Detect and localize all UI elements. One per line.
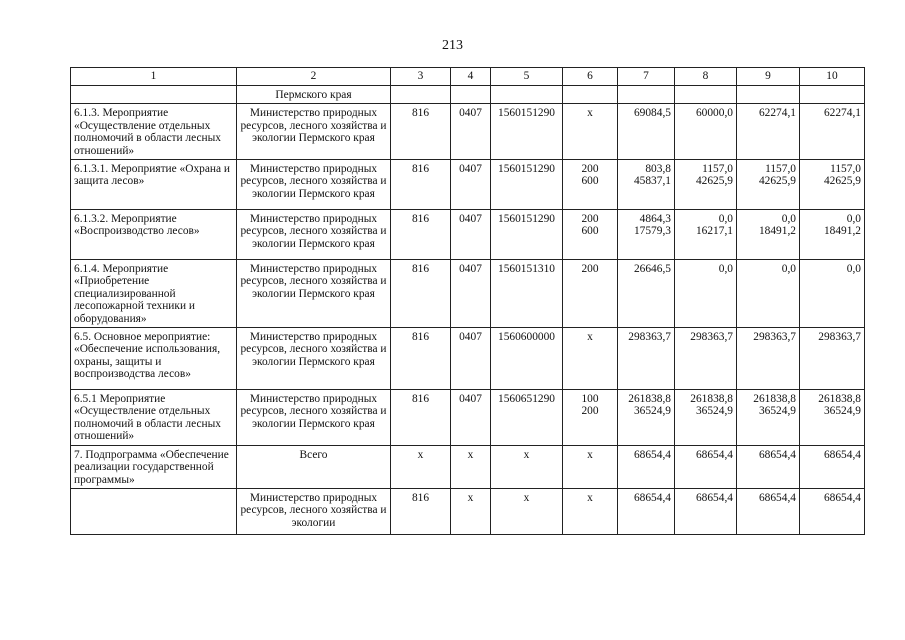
column-header: 9 [737, 68, 800, 86]
value-cell-c7: 26646,5 [618, 260, 675, 328]
column-header: 10 [800, 68, 865, 86]
executor-cell: Министерство природных ресурсов, лесного хозяйства и экологии Пермского края [237, 390, 391, 446]
value-cell-c4: 0407 [451, 260, 491, 328]
table-row [71, 445, 865, 488]
value-cell-c3: 816 [391, 210, 451, 260]
value-cell-c7: 68654,4 [618, 488, 675, 534]
value-cell-c5: х [491, 488, 563, 534]
value-cell-c3: 816 [391, 160, 451, 210]
value-cell-c6: 200 [563, 260, 618, 328]
value-cell-c3: х [391, 445, 451, 488]
value-cell-c9: 298363,7 [737, 328, 800, 390]
value-cell-c10: 68654,4 [800, 488, 865, 534]
table-row [71, 86, 865, 104]
executor-cell: Всего [237, 445, 391, 488]
value-cell-c6: х [563, 445, 618, 488]
value-cell-c4: 0407 [451, 210, 491, 260]
table-row [71, 488, 865, 534]
value-cell-c10 [800, 86, 865, 104]
measure-name-cell: 6.1.3.2. Мероприятие «Воспроизводство лесов» [71, 210, 237, 260]
value-cell-c6: х [563, 328, 618, 390]
value-cell-c4: 0407 [451, 104, 491, 160]
value-cell-c5: 1560151290 [491, 160, 563, 210]
value-cell-c8 [675, 86, 737, 104]
table-row [71, 260, 865, 328]
executor-cell: Министерство природных ресурсов, лесного хозяйства и экологии Пермского края [237, 328, 391, 390]
table-row [71, 104, 865, 160]
value-cell-c6: 200 600 [563, 160, 618, 210]
value-cell-c8: 68654,4 [675, 488, 737, 534]
header-row [71, 68, 865, 86]
measure-name-cell: 6.1.3. Мероприятие «Осуществление отдельных полномочий в области лесных отношений» [71, 104, 237, 160]
budget-table [70, 67, 865, 535]
executor-cell: Министерство природных ресурсов, лесного хозяйства и экологии [237, 488, 391, 534]
column-header: 1 [71, 68, 237, 86]
table-row [71, 390, 865, 446]
value-cell-c9: 62274,1 [737, 104, 800, 160]
column-header: 8 [675, 68, 737, 86]
executor-cell: Министерство природных ресурсов, лесного хозяйства и экологии Пермского края [237, 104, 391, 160]
value-cell-c7: 298363,7 [618, 328, 675, 390]
value-cell-c8: 0,0 [675, 260, 737, 328]
value-cell-c5: 1560151310 [491, 260, 563, 328]
value-cell-c3: 816 [391, 260, 451, 328]
value-cell-c4: 0407 [451, 160, 491, 210]
value-cell-c7: 803,8 45837,1 [618, 160, 675, 210]
value-cell-c8: 261838,8 36524,9 [675, 390, 737, 446]
page-number: 213 [442, 38, 463, 53]
value-cell-c7: 4864,3 17579,3 [618, 210, 675, 260]
value-cell-c6: х [563, 488, 618, 534]
value-cell-c6: 200 600 [563, 210, 618, 260]
value-cell-c9: 0,0 [737, 260, 800, 328]
value-cell-c9: 68654,4 [737, 488, 800, 534]
value-cell-c9: 0,0 18491,2 [737, 210, 800, 260]
value-cell-c5 [491, 86, 563, 104]
value-cell-c3 [391, 86, 451, 104]
value-cell-c6: 100 200 [563, 390, 618, 446]
value-cell-c8: 60000,0 [675, 104, 737, 160]
measure-name-cell: 7. Подпрограмма «Обеспечение реализации государственной программы» [71, 445, 237, 488]
value-cell-c8: 68654,4 [675, 445, 737, 488]
value-cell-c3: 816 [391, 488, 451, 534]
value-cell-c6: х [563, 104, 618, 160]
measure-name-cell [71, 86, 237, 104]
value-cell-c10: 62274,1 [800, 104, 865, 160]
measure-name-cell: 6.1.3.1. Мероприятие «Охрана и защита лесов» [71, 160, 237, 210]
value-cell-c5: 1560600000 [491, 328, 563, 390]
value-cell-c10: 1157,0 42625,9 [800, 160, 865, 210]
executor-cell: Министерство природных ресурсов, лесного хозяйства и экологии Пермского края [237, 260, 391, 328]
value-cell-c3: 816 [391, 328, 451, 390]
value-cell-c9: 68654,4 [737, 445, 800, 488]
value-cell-c5: 1560151290 [491, 210, 563, 260]
column-header: 4 [451, 68, 491, 86]
value-cell-c4: х [451, 488, 491, 534]
value-cell-c9 [737, 86, 800, 104]
table-row [71, 210, 865, 260]
value-cell-c4: 0407 [451, 328, 491, 390]
value-cell-c4 [451, 86, 491, 104]
value-cell-c9: 1157,0 42625,9 [737, 160, 800, 210]
measure-name-cell: 6.5. Основное мероприятие: «Обеспечение использования, охраны, защиты и воспроизводства лесов» [71, 328, 237, 390]
value-cell-c4: х [451, 445, 491, 488]
measure-name-cell: 6.1.4. Мероприятие «Приобретение специализированной лесопожарной техники и оборудования» [71, 260, 237, 328]
value-cell-c8: 1157,0 42625,9 [675, 160, 737, 210]
value-cell-c8: 298363,7 [675, 328, 737, 390]
value-cell-c7 [618, 86, 675, 104]
value-cell-c10: 261838,8 36524,9 [800, 390, 865, 446]
executor-cell: Министерство природных ресурсов, лесного хозяйства и экологии Пермского края [237, 160, 391, 210]
table-body [71, 86, 865, 535]
column-header: 5 [491, 68, 563, 86]
measure-name-cell: 6.5.1 Мероприятие «Осуществление отдельных полномочий в области лесных отношений» [71, 390, 237, 446]
value-cell-c9: 261838,8 36524,9 [737, 390, 800, 446]
column-header: 7 [618, 68, 675, 86]
value-cell-c5: 1560151290 [491, 104, 563, 160]
table-row [71, 160, 865, 210]
value-cell-c10: 68654,4 [800, 445, 865, 488]
value-cell-c7: 68654,4 [618, 445, 675, 488]
value-cell-c4: 0407 [451, 390, 491, 446]
executor-cell: Министерство природных ресурсов, лесного хозяйства и экологии Пермского края [237, 210, 391, 260]
executor-cell: Пермского края [237, 86, 391, 104]
value-cell-c7: 69084,5 [618, 104, 675, 160]
value-cell-c7: 261838,8 36524,9 [618, 390, 675, 446]
value-cell-c5: 1560651290 [491, 390, 563, 446]
column-header: 2 [237, 68, 391, 86]
value-cell-c10: 298363,7 [800, 328, 865, 390]
value-cell-c10: 0,0 18491,2 [800, 210, 865, 260]
value-cell-c10: 0,0 [800, 260, 865, 328]
column-header: 3 [391, 68, 451, 86]
table-row [71, 328, 865, 390]
column-header: 6 [563, 68, 618, 86]
value-cell-c3: 816 [391, 390, 451, 446]
value-cell-c5: х [491, 445, 563, 488]
value-cell-c3: 816 [391, 104, 451, 160]
measure-name-cell [71, 488, 237, 534]
value-cell-c6 [563, 86, 618, 104]
value-cell-c8: 0,0 16217,1 [675, 210, 737, 260]
